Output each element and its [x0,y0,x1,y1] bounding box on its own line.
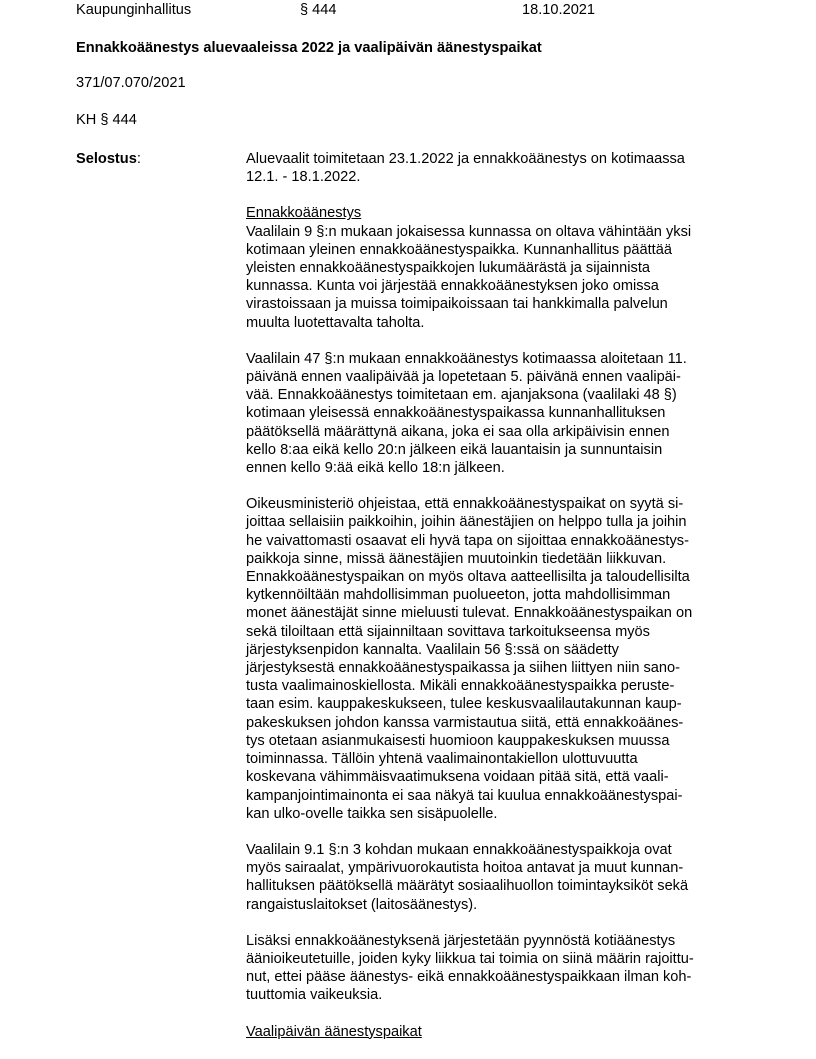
text-line: päätöksellä määrättynä aikana, joka ei saa olla arkipäivisin ennen [246,423,670,440]
section-heading: Vaalipäivän äänestyspaikat [246,1023,422,1040]
header-date: 18.10.2021 [522,2,596,18]
text-line: kunnassa. Kunta voi järjestää ennakkoäänestyksen joko omissa [246,278,659,295]
text-line: tuuttomia vaikeuksia. [246,987,383,1004]
text-line: Vaalilain 9.1 §:n 3 kohdan mukaan ennakkoäänestyspaikkoja ovat [246,841,672,858]
text-line: nut, ettei pääse äänestys- eikä ennakkoäänestyspaikkaan ilman koh- [246,969,692,986]
text-line: taan esim. kauppakeskukseen, tulee keskusvaalilautakunnan kaup- [246,696,682,713]
text-line: Oikeusministeriö ohjeistaa, että ennakkoäänestyspaikat on syytä si- [246,496,684,513]
document-title: Ennakkoäänestys aluevaaleissa 2022 ja vaalipäivän äänestyspaikat [76,40,542,56]
text-line: kotimaan yleisessä ennakkoäänestyspaikassa kunnanhallituksen [246,405,666,422]
paragraph [246,350,746,477]
text-line: toiminnassa. Tällöin yhtenä vaalimainontakiellon ulottuvuutta [246,751,638,768]
text-line: myös sairaalat, ympärivuorokautista hoitoa antavat ja muut kunnan- [246,860,684,877]
text-line: sekä tiloiltaan että sijainniltaan sovittava tarkoitukseensa myös [246,623,650,640]
text-line: 12.1. - 18.1.2022. [246,169,361,186]
text-line: paikkoja sinne, missä äänestäjien muutoinkin tiedetään liikkuvan. [246,550,667,567]
text-line: kello 8:aa eikä kello 20:n jälkeen eikä lauantaisin ja sunnuntaisin [246,441,663,458]
paragraph [246,841,746,914]
text-line: päivänä ennen vaalipäivää ja lopetetaan 5. päivänä ennen vaalipäi- [246,369,681,386]
header-section: § 444 [300,2,337,18]
selostus-label-text: Selostus [76,151,137,167]
paragraph [246,204,746,331]
text-line: kotimaan yleinen ennakkoäänestyspaikka. Kunnanhallitus päättää [246,241,672,258]
text-line: ennen kello 9:ää eikä kello 18:n jälkeen. [246,460,505,477]
selostus-colon: : [136,151,141,167]
paragraph [246,1023,746,1041]
text-line: järjestyksestä ennakkoäänestyspaikassa ja siihen liittyen niin sano- [246,660,680,677]
text-line: Lisäksi ennakkoäänestyksenä järjestetään pyynnöstä kotiäänestys [246,932,676,949]
text-line: pakeskuksen johdon kanssa varmistautua siitä, että ennakkoäänes- [246,714,684,731]
text-line: tys otetaan asianmukaisesti huomioon kauppakeskuksen muussa [246,732,670,749]
text-line: Ennakkoäänestyspaikan on myös oltava aatteellisilta ja taloudellisilta [246,569,690,586]
reference: KH § 444 [76,112,137,128]
paragraph [246,150,746,186]
text-line: he vaivattomasti osaavat eli hyvä tapa on sijoittaa ennakkoäänestys- [246,532,689,549]
text-line: kampanjointimainonta ei saa näkyä tai kuulua ennakkoäänestyspai- [246,787,683,804]
text-line: kan ulko-ovelle taikka sen sisäpuolelle. [246,805,498,822]
diary-number: 371/07.070/2021 [76,75,186,91]
text-line: tusta vaalimainoskiellosta. Mikäli ennakkoäänestyspaikka peruste- [246,678,675,695]
text-line: koskevana vähimmäisvaatimuksena voidaan pitää sitä, että vaali- [246,769,669,786]
text-line: Vaalilain 47 §:n mukaan ennakkoäänestys kotimaassa aloitetaan 11. [246,350,687,367]
text-line: äänioikeutetuille, joiden kyky liikkua tai toimia on siinä määrin rajoittu- [246,950,694,967]
text-line: vää. Ennakkoäänestys toimitetaan em. ajanjaksona (vaalilaki 48 §) [246,387,677,404]
text-line: muulta luotettavalta taholta. [246,314,425,331]
text-line: Aluevaalit toimitetaan 23.1.2022 ja ennakkoäänestys on kotimaassa [246,151,685,167]
text-line: yleisten ennakkoäänestyspaikkojen lukumäärästä ja sijainnista [246,260,650,277]
paragraph [246,495,746,823]
text-line: monet äänestäjät sinne mieluusti tulevat. Ennakkoäänestyspaikan on [246,605,693,622]
text-line: joittaa sellaisiin paikkoihin, joihin äänestäjien on helppo tulla ja joihin [246,514,687,531]
text-line: hallituksen päätöksellä määrätyt sosiaalihuollon toimintayksiköt sekä [246,878,689,895]
body-text [246,150,746,1059]
text-line: rangaistuslaitokset (laitosäänestys). [246,896,478,913]
text-line: Vaalilain 9 §:n mukaan jokaisessa kunnassa on oltava vähintään yksi [246,223,692,240]
text-line: järjestyksenpidon kannalta. Vaalilain 56 §:ssä on säädetty [246,641,619,658]
section-heading: Ennakkoäänestys [246,205,362,222]
text-line: kytkennöiltään mahdollisimman puolueeton, jotta mahdollisimman [246,587,671,604]
text-line: virastoissaan ja muissa toimipaikoissaan tai hankkimalla palvelun [246,296,668,313]
paragraph [246,932,746,1005]
header-organ: Kaupunginhallitus [76,2,192,18]
selostus-label [76,150,141,168]
